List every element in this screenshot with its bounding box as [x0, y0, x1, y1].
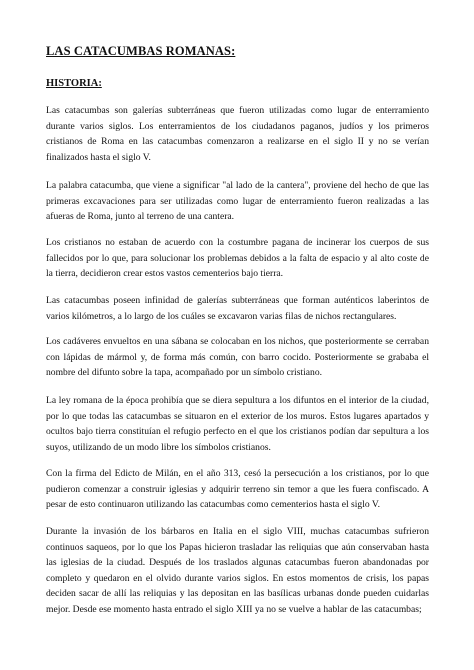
paragraph-5: Los cadáveres envueltos en una sábana se colocaban en los nichos, que posteriormente se cerraban con lápidas de mármol y, de forma más común, con barro cocido. Posteriormente se grababa el nombre del difunto sobre la tapa, acompañado por un símbolo cristiano.	[46, 336, 429, 379]
paragraph-1: Las catacumbas son galerías subterráneas que fueron utilizadas como lugar de enterramiento durante varios siglos. Los enterramientos de los ciudadanos paganos, judíos y los primeros cristianos de Roma en las catacumbas comenzaron a realizarse en el siglo II y no se verían finalizados hasta el siglo V.	[46, 105, 429, 163]
document-title: LAS CATACUMBAS ROMANAS:	[46, 44, 236, 58]
paragraph-6: La ley romana de la época prohibía que se diera sepultura a los difuntos en el interior de la ciudad, por lo que todas las catacumbas se situaron en el exterior de los muros. Estos lugares apartados y ocultos bajo tierra constituían el refugio perfecto en el que los cristianos podían dar sepultura a los suyos, utilizando de un modo libre los símbolos cristianos.	[46, 395, 429, 453]
paragraph-8: Durante la invasión de los bárbaros en Italia en el siglo VIII, muchas catacumbas sufrieron continuos saqueos, por lo que los Papas hicieron trasladar las reliquias que aún conservaban hasta las iglesias de la ciudad. Después de los traslados algunas catacumbas fueron abandonadas por completo y quedaron en el olvido durante varios siglos. En estos momentos de crisis, los papas deciden sacar de allí las reliquias y las depositan en las basílicas urbanas donde pueden cuidarlas mejor. Desde ese momento hasta entrado el siglo XIII ya no se vuelve a hablar de las catacumbas;	[46, 526, 429, 615]
paragraph-2: La palabra catacumba, que viene a significar "al lado de la cantera", proviene del hecho de que las primeras excavaciones para ser utilizadas como lugar de enterramiento fueron realizadas a las afueras de Roma, junto al terreno de una cantera.	[46, 180, 429, 223]
paragraph-4: Las catacumbas poseen infinidad de galerías subterráneas que forman auténticos laberintos de varios kilómetros, a lo largo de los cuáles se excavaron varias filas de nichos rectangulares.	[46, 295, 429, 322]
paragraph-7: Con la firma del Edicto de Milán, en el año 313, cesó la persecución a los cristianos, por lo que pudieron comenzar a construir iglesias y adquirir terreno sin temor a que les fuera confiscado. A pesar de esto continuaron utilizando las catacumbas como cementerios hasta el siglo V.	[46, 468, 429, 511]
section-heading: HISTORIA:	[46, 78, 102, 89]
paragraph-3: Los cristianos no estaban de acuerdo con la costumbre pagana de incinerar los cuerpos de sus fallecidos por lo que, para solucionar los problemas debidos a la falta de espacio y al alto coste de la tierra, decidieron crear estos vastos cementerios bajo tierra.	[46, 237, 429, 280]
